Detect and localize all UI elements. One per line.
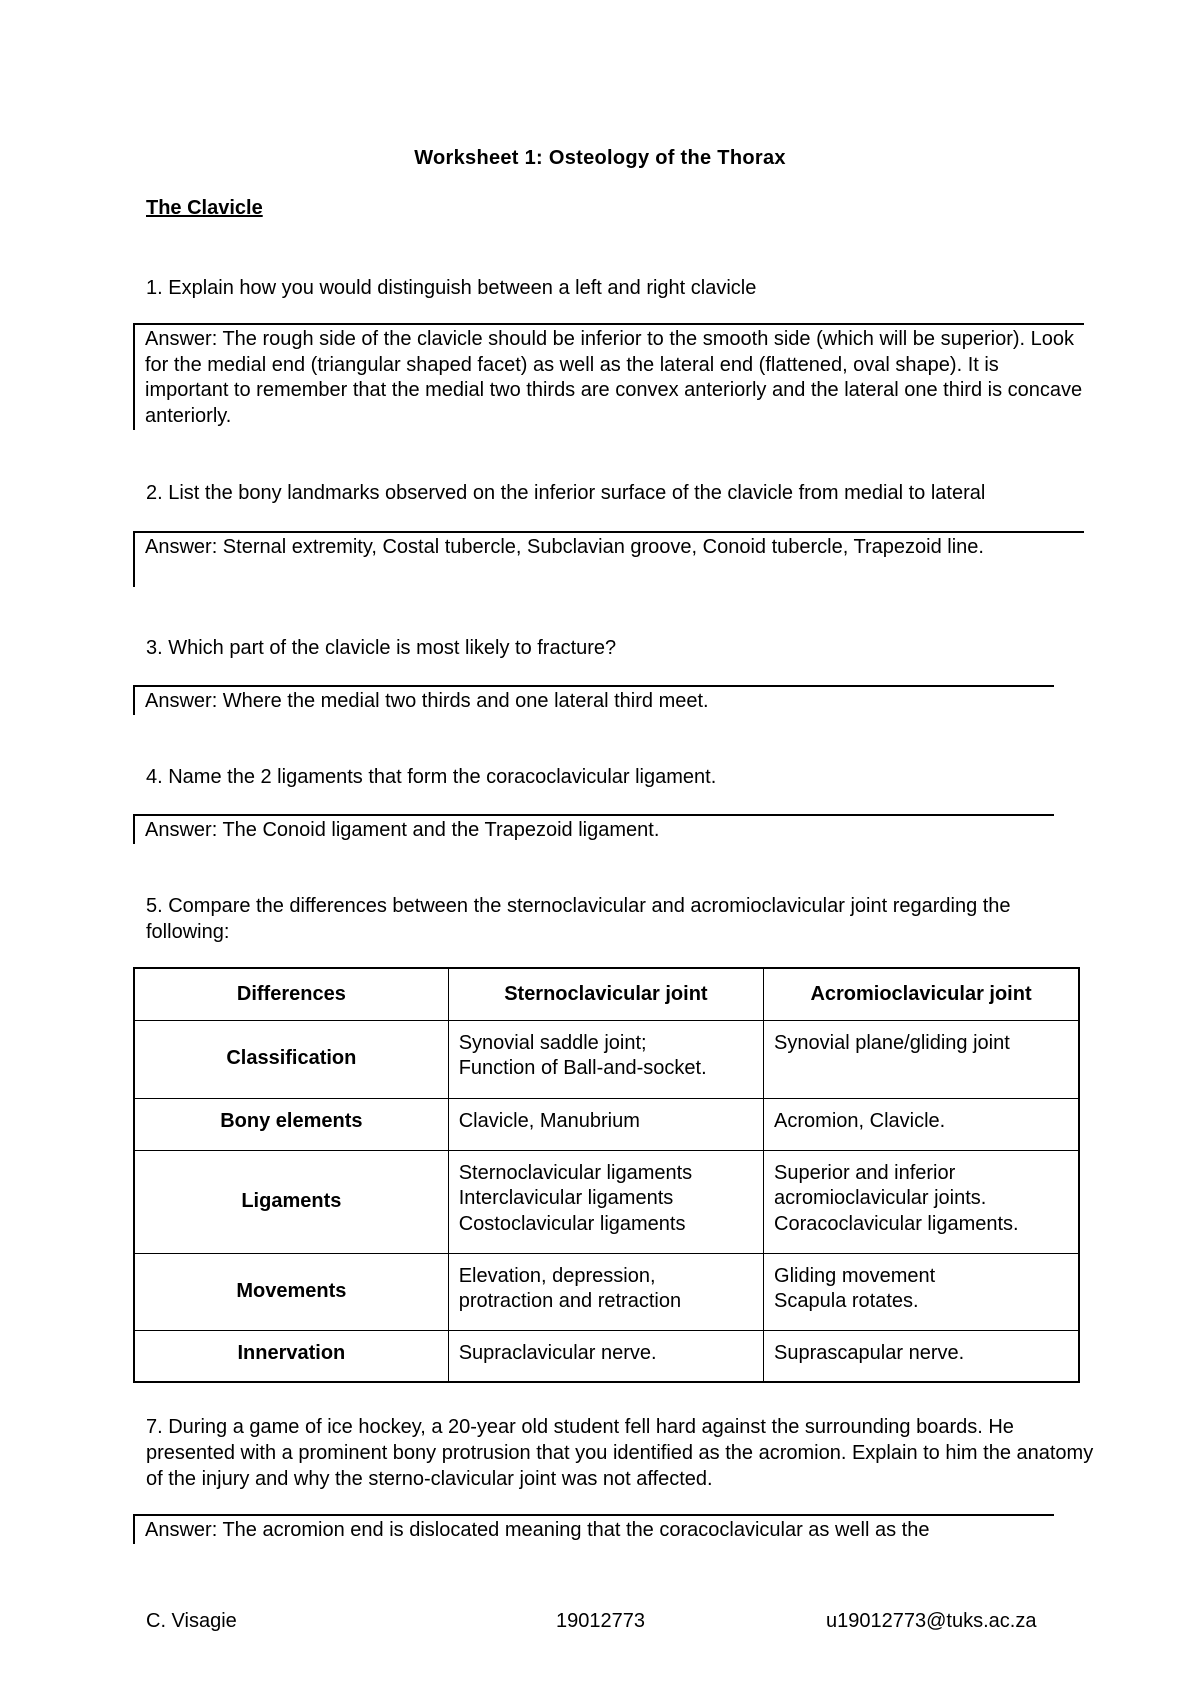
question-1: 1. Explain how you would distinguish between a left and right clavicle [146,277,757,299]
acromio-cell [764,1020,1079,1098]
answer-7: Answer: The acromion end is dislocated meaning that the coracoclavicular as well as the [133,1514,1054,1544]
cell-line: Suprascapular nerve. [774,1341,965,1364]
cell-line: Gliding movement [774,1264,936,1287]
cell-line: Sternoclavicular ligaments [458,1161,693,1184]
section-heading: The Clavicle [146,197,263,219]
table-row [134,1150,1079,1253]
cell-line: Synovial plane/gliding joint [774,1031,1010,1054]
answer-1: Answer: The rough side of the clavicle should be inferior to the smooth side (which will be superior). Look for the medial end (triangular shaped facet) as well as the lateral end (flattened, oval shape). It is important to remember that the medial two thirds are convex anteriorly and the lateral one third is concave anteriorly. [133,323,1084,430]
cell-line: Scapula rotates. [774,1290,919,1312]
header-sternoclavicular: Sternoclavicular joint [448,968,763,1020]
sterno-cell [448,1020,763,1098]
question-5: 5. Compare the differences between the sternoclavicular and acromioclavicular joint regarding the following: [146,895,1011,943]
question-2: 2. List the bony landmarks observed on the inferior surface of the clavicle from medial to lateral [146,482,986,504]
table-row [134,1098,1079,1150]
header-acromioclavicular: Acromioclavicular joint [764,968,1079,1020]
acromio-cell [764,1150,1079,1253]
cell-line: Elevation, depression, [458,1264,656,1287]
question-4: 4. Name the 2 ligaments that form the coracoclavicular ligament. [146,766,717,788]
cell-line: Supraclavicular nerve. [458,1341,657,1364]
cell-line: Function of Ball-and-socket. [458,1057,707,1079]
answer-3: Answer: Where the medial two thirds and one lateral third meet. [133,685,1054,715]
acromio-cell [764,1330,1079,1382]
question-3: 3. Which part of the clavicle is most likely to fracture? [146,637,617,659]
cell-line: Clavicle, Manubrium [458,1109,640,1132]
sterno-cell [448,1253,763,1330]
row-label: Ligaments [134,1150,448,1253]
page-title: Worksheet 1: Osteology of the Thorax [414,147,786,169]
table-row [134,1253,1079,1330]
cell-line: Synovial saddle joint; [458,1031,647,1054]
cell-line: acromioclavicular joints. [774,1187,987,1209]
sterno-cell [448,1150,763,1253]
question-7: 7. During a game of ice hockey, a 20-year old student fell hard against the surrounding boards. He presented with a prominent bony protrusion that you identified as the acromion. Explain to him the anatomy of the injury and why the sterno-clavicular joint was not affected. [146,1416,1094,1490]
sterno-cell [448,1098,763,1150]
cell-line: Superior and inferior [774,1161,956,1184]
row-label: Bony elements [134,1098,448,1150]
row-label: Movements [134,1253,448,1330]
footer-student-number: 19012773 [556,1610,645,1632]
table-header-row [134,968,1079,1020]
cell-line: Coracoclavicular ligaments. [774,1212,1019,1235]
cell-line: Costoclavicular ligaments [458,1212,686,1235]
row-label: Innervation [134,1330,448,1382]
table-row [134,1330,1079,1382]
row-label: Classification [134,1020,448,1098]
cell-line: Acromion, Clavicle. [774,1109,946,1132]
answer-2: Answer: Sternal extremity, Costal tubercle, Subclavian groove, Conoid tubercle, Trapezoid line. [133,531,1084,587]
comparison-table [133,967,1080,1383]
footer-name: C. Visagie [146,1610,237,1632]
cell-line: protraction and retraction [458,1290,682,1312]
acromio-cell [764,1253,1079,1330]
sterno-cell [448,1330,763,1382]
footer-email: u19012773@tuks.ac.za [826,1610,1037,1632]
answer-4: Answer: The Conoid ligament and the Trapezoid ligament. [133,814,1054,844]
table-row [134,1020,1079,1098]
cell-line: Interclavicular ligaments [458,1187,674,1209]
header-differences: Differences [134,968,448,1020]
acromio-cell [764,1098,1079,1150]
